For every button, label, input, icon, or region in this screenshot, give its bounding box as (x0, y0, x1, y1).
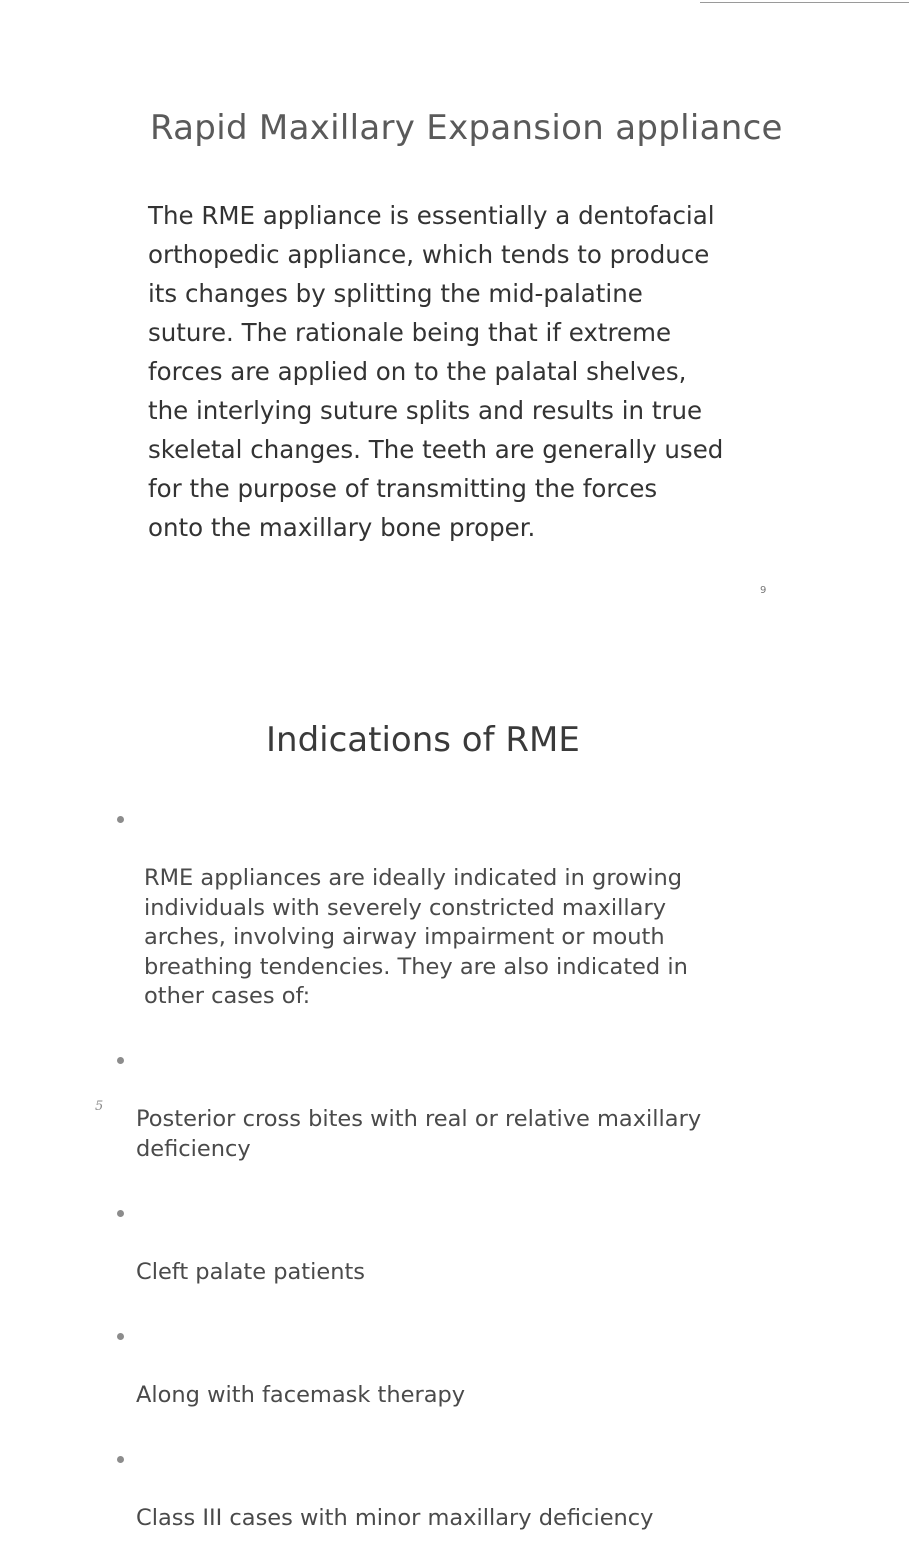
body-paragraph: The RME appliance is essentially a dentofacial orthopedic appliance, which tends to produce its changes by splitting the mid-palatine suture. The rationale being that if extreme forces are applied on to the palatal shelves, the interlying suture splits and results in true skeletal changes. The teeth are generally used for the purpose of transmitting the forces onto the maxillary bone proper. (148, 201, 724, 542)
bullet-icon (117, 816, 124, 823)
slide-title: Indications of RME (266, 720, 580, 760)
bullet-icon (117, 1210, 124, 1217)
list-item (0, 1046, 756, 1194)
page-number: 9 (760, 585, 767, 596)
bullet-text: Class III cases with minor maxillary deficiency (136, 1504, 654, 1531)
scan-border-line (700, 2, 909, 3)
bullet-text: Posterior cross bites with real or relative maxillary deficiency (136, 1106, 702, 1162)
margin-page-mark: 5 (95, 1099, 104, 1114)
bullet-icon (117, 1456, 124, 1463)
list-item (0, 1199, 756, 1317)
bullet-icon (117, 1333, 124, 1340)
list-item (0, 1322, 756, 1440)
bullet-icon (117, 1057, 124, 1064)
list-item (0, 1445, 756, 1563)
bullet-text: Along with facemask therapy (136, 1381, 466, 1408)
bullet-text: RME appliances are ideally indicated in growing individuals with severely constricted maxillary arches, involving airway impairment or mouth breathing tendencies. They are also indicated in other cases of: (144, 865, 688, 1009)
bullet-list (0, 805, 909, 1568)
bullet-text: Cleft palate patients (136, 1258, 366, 1285)
slide-title: Rapid Maxillary Expansion appliance (150, 108, 783, 148)
list-item (0, 805, 764, 1041)
